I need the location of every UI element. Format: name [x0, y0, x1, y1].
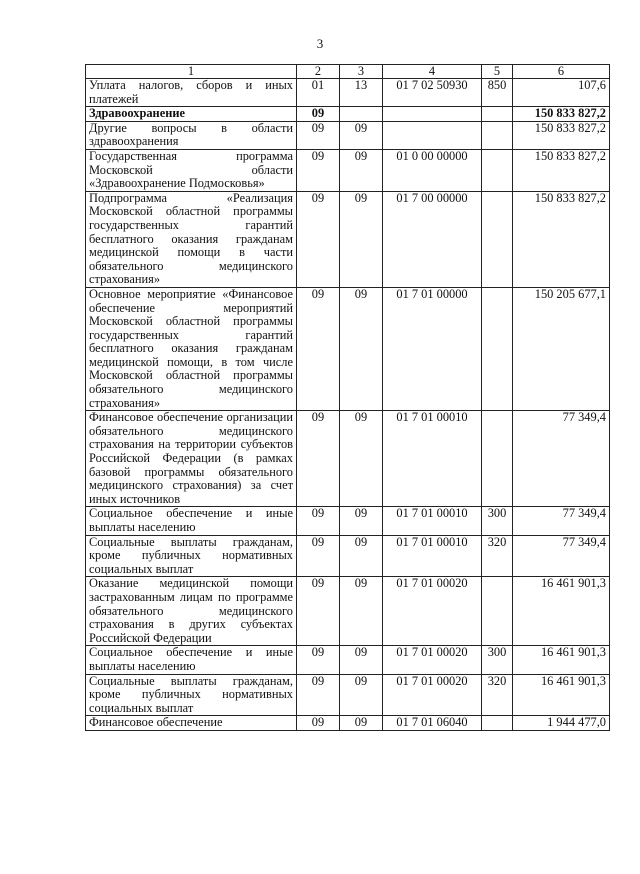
row-subsection-code: 09: [340, 716, 383, 731]
table-row: [86, 411, 610, 507]
row-name: Социальное обеспечение и иные выплаты населению: [86, 646, 297, 674]
row-section-code: 09: [297, 411, 340, 507]
table-row: [86, 79, 610, 107]
row-amount: 77 349,4: [513, 411, 610, 507]
row-name: Основное мероприятие «Финансовое обеспечение мероприятий Московской областной программы государственных гарантий бесплатного оказания гражданам медицинской помощи, в том числе Московской областной программы обязательного медицинского страхования»: [86, 287, 297, 410]
row-name: Уплата налогов, сборов и иных платежей: [86, 79, 297, 107]
row-section-code: 09: [297, 507, 340, 535]
row-subsection-code: 09: [340, 577, 383, 646]
row-section-code: 09: [297, 191, 340, 287]
row-subsection-code: [340, 107, 383, 122]
row-target-article: 01 7 01 00020: [383, 674, 482, 716]
row-amount: 150 833 827,2: [513, 149, 610, 191]
table-row: [86, 191, 610, 287]
row-target-article: 01 7 01 00020: [383, 646, 482, 674]
row-amount: 77 349,4: [513, 535, 610, 577]
row-amount: 150 833 827,2: [513, 191, 610, 287]
header-col-4: 4: [383, 65, 482, 79]
row-section-code: 09: [297, 287, 340, 410]
row-section-code: 01: [297, 79, 340, 107]
row-subsection-code: 09: [340, 121, 383, 149]
row-name: Здравоохранение: [86, 107, 297, 122]
row-name: Финансовое обеспечение организации обязательного медицинского страхования на территории субъектов Российской Федерации (в рамках базовой программы обязательного медицинского страхования) за счет иных источников: [86, 411, 297, 507]
row-expense-type: 320: [482, 674, 513, 716]
row-subsection-code: 09: [340, 191, 383, 287]
table-row: [86, 577, 610, 646]
row-expense-type: 850: [482, 79, 513, 107]
row-expense-type: [482, 149, 513, 191]
row-target-article: 01 7 02 50930: [383, 79, 482, 107]
row-amount: 16 461 901,3: [513, 646, 610, 674]
row-section-code: 09: [297, 646, 340, 674]
row-subsection-code: 09: [340, 674, 383, 716]
row-name: Другие вопросы в области здравоохранения: [86, 121, 297, 149]
row-subsection-code: 09: [340, 507, 383, 535]
row-expense-type: 320: [482, 535, 513, 577]
table-row: [86, 674, 610, 716]
row-target-article: [383, 107, 482, 122]
row-target-article: 01 7 01 06040: [383, 716, 482, 731]
table-row: [86, 646, 610, 674]
row-section-code: 09: [297, 149, 340, 191]
row-subsection-code: 09: [340, 535, 383, 577]
table-row: [86, 287, 610, 410]
row-section-code: 09: [297, 577, 340, 646]
table-row: [86, 535, 610, 577]
row-amount: 150 833 827,2: [513, 107, 610, 122]
row-subsection-code: 09: [340, 149, 383, 191]
row-expense-type: 300: [482, 507, 513, 535]
budget-table: [85, 64, 610, 731]
table-row: [86, 716, 610, 731]
row-subsection-code: 09: [340, 287, 383, 410]
row-expense-type: [482, 191, 513, 287]
row-target-article: 01 0 00 00000: [383, 149, 482, 191]
row-expense-type: [482, 411, 513, 507]
row-section-code: 09: [297, 716, 340, 731]
row-section-code: 09: [297, 121, 340, 149]
table-row: [86, 121, 610, 149]
row-section-code: 09: [297, 674, 340, 716]
header-col-3: 3: [340, 65, 383, 79]
table-row: [86, 507, 610, 535]
header-col-6: 6: [513, 65, 610, 79]
row-amount: 77 349,4: [513, 507, 610, 535]
row-name: Финансовое обеспечение: [86, 716, 297, 731]
row-section-code: 09: [297, 535, 340, 577]
row-name: Государственная программа Московской области «Здравоохранение Подмосковья»: [86, 149, 297, 191]
row-section-code: 09: [297, 107, 340, 122]
row-expense-type: [482, 287, 513, 410]
row-subsection-code: 13: [340, 79, 383, 107]
row-target-article: 01 7 00 00000: [383, 191, 482, 287]
row-target-article: 01 7 01 00010: [383, 507, 482, 535]
header-col-1: 1: [86, 65, 297, 79]
row-name: Подпрограмма «Реализация Московской областной программы государственных гарантий бесплатного оказания гражданам медицинской помощи в части обязательного медицинского страхования»: [86, 191, 297, 287]
row-target-article: 01 7 01 00010: [383, 535, 482, 577]
row-expense-type: [482, 577, 513, 646]
row-amount: 150 833 827,2: [513, 121, 610, 149]
row-target-article: 01 7 01 00020: [383, 577, 482, 646]
table-header-row: [86, 65, 610, 79]
row-amount: 16 461 901,3: [513, 577, 610, 646]
row-subsection-code: 09: [340, 646, 383, 674]
row-name: Социальные выплаты гражданам, кроме публичных нормативных социальных выплат: [86, 535, 297, 577]
row-amount: 150 205 677,1: [513, 287, 610, 410]
row-name: Социальные выплаты гражданам, кроме публичных нормативных социальных выплат: [86, 674, 297, 716]
row-target-article: [383, 121, 482, 149]
row-target-article: 01 7 01 00010: [383, 411, 482, 507]
row-amount: 16 461 901,3: [513, 674, 610, 716]
row-amount: 107,6: [513, 79, 610, 107]
table-row: [86, 107, 610, 122]
row-name: Социальное обеспечение и иные выплаты населению: [86, 507, 297, 535]
table-row: [86, 149, 610, 191]
row-expense-type: [482, 716, 513, 731]
header-col-5: 5: [482, 65, 513, 79]
row-amount: 1 944 477,0: [513, 716, 610, 731]
row-name: Оказание медицинской помощи застрахованным лицам по программе обязательного медицинского страхования в других субъектах Российской Федерации: [86, 577, 297, 646]
row-expense-type: [482, 107, 513, 122]
row-expense-type: [482, 121, 513, 149]
row-expense-type: 300: [482, 646, 513, 674]
header-col-2: 2: [297, 65, 340, 79]
page-number: 3: [316, 36, 324, 51]
row-subsection-code: 09: [340, 411, 383, 507]
row-target-article: 01 7 01 00000: [383, 287, 482, 410]
